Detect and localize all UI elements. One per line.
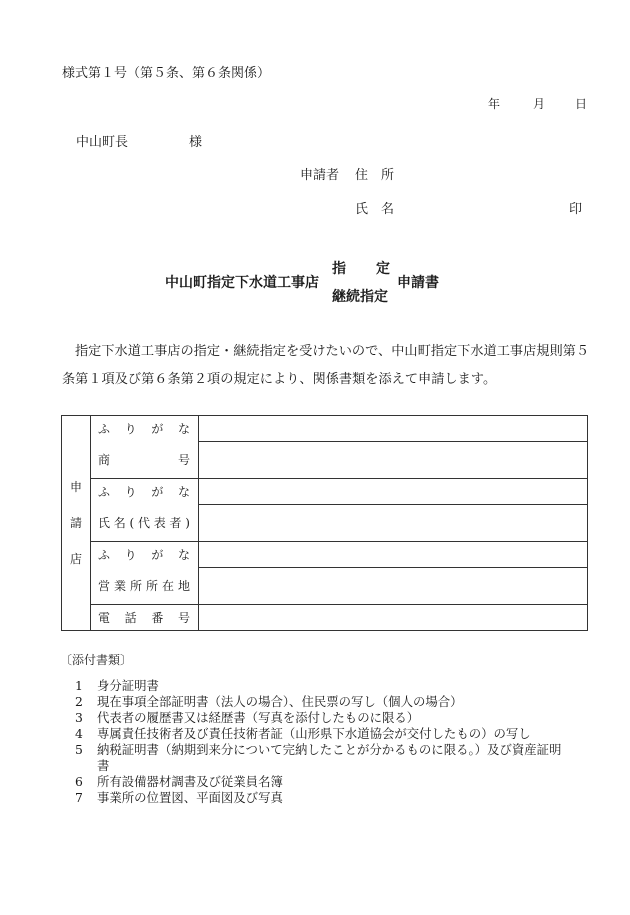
trade-name-label: 商号 <box>91 442 199 479</box>
representative-furigana-field[interactable] <box>199 479 588 505</box>
attachment-item: 3 代表者の履歴書又は経歴書（写真を添付したものに限る） <box>75 710 420 725</box>
office-address-label: 営業所所在地 <box>91 568 199 605</box>
date-month-label: 月 <box>533 97 546 111</box>
seal-label: 印 <box>569 202 583 217</box>
application-statement: 指定下水道工事店の指定・継続指定を受けたいので、中山町指定下水道工事店規則第５条第１項及び第６条第２項の規定により、関係書類を添えて申請します。 <box>62 344 590 387</box>
document-title-main: 中山町指定下水道工事店 <box>165 275 319 291</box>
phone-label: 電話番号 <box>91 605 199 631</box>
office-address-field[interactable] <box>199 568 588 605</box>
furigana-label: ふりがな <box>91 542 199 568</box>
office-address-furigana-field[interactable] <box>199 542 588 568</box>
attachment-item-continuation: 書 <box>97 758 110 773</box>
representative-name-field[interactable] <box>199 505 588 542</box>
addressee-honorific: 様 <box>189 135 203 150</box>
form-number-label: 様式第１号（第５条、第６条関係） <box>62 66 271 81</box>
trade-name-field[interactable] <box>199 442 588 479</box>
document-title-suffix: 申請書 <box>397 275 439 291</box>
applicant-label: 申請者 <box>300 168 340 183</box>
store-side-label: 申 請 店 <box>62 416 91 631</box>
applicant-name-label: 氏 名 <box>355 202 395 217</box>
trade-name-furigana-field[interactable] <box>199 416 588 442</box>
title-option-continuation: 継続指定 <box>332 289 388 305</box>
attachment-item: 6 所有設備器材調書及び従業員名簿 <box>75 774 283 789</box>
representative-name-label: 氏名(代表者) <box>91 505 199 542</box>
addressee-name: 中山町長 <box>76 135 129 150</box>
title-option-designation: 指定 <box>332 261 390 277</box>
attachment-item: 7 事業所の位置図、平面図及び写真 <box>75 790 283 805</box>
phone-field[interactable] <box>199 605 588 631</box>
applicant-address-label: 住 所 <box>355 168 395 183</box>
date-day-label: 日 <box>575 97 588 111</box>
applicant-store-table <box>61 415 588 631</box>
attachments-title: 〔添付書類〕 <box>60 653 133 667</box>
attachment-item: 4 専属責任技術者及び責任技術者証（山形県下水道協会が交付したもの）の写し <box>75 726 531 741</box>
attachment-item: 2 現在事項全部証明書（法人の場合）、住民票の写し（個人の場合） <box>75 694 463 709</box>
furigana-label: ふりがな <box>91 416 199 442</box>
furigana-label: ふりがな <box>91 479 199 505</box>
attachment-item: 1 身分証明書 <box>75 678 159 693</box>
attachment-item: 5 納税証明書（納期到来分について完納したことが分かるものに限る。）及び資産証明 <box>75 742 562 757</box>
date-year-label: 年 <box>488 97 501 111</box>
